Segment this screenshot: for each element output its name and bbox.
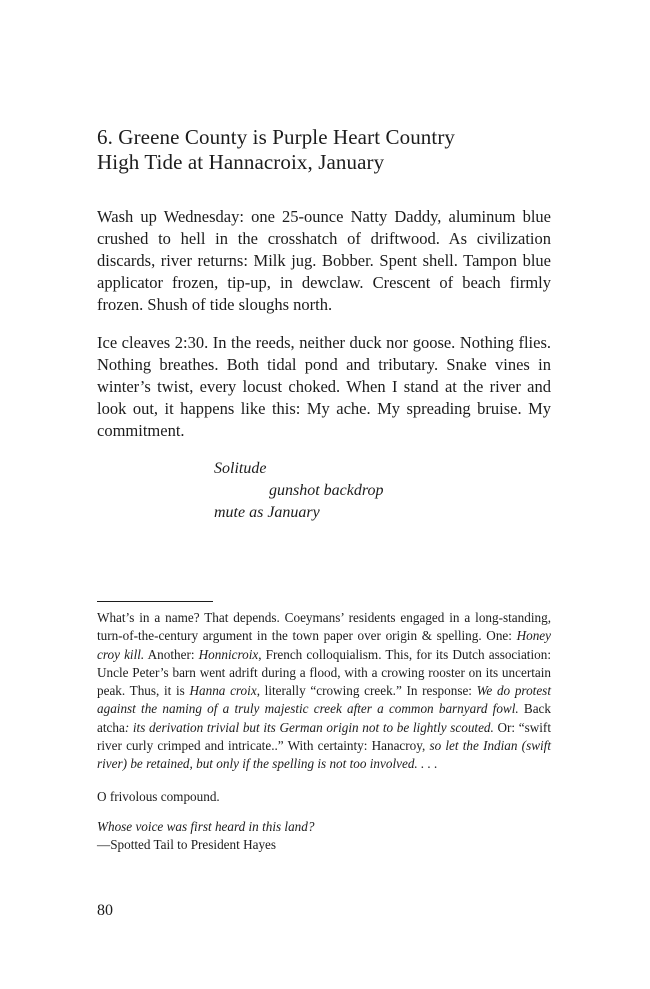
poem-line-3: mute as January	[214, 504, 320, 521]
footnote-italic-5: : its derivation trivial but its German origin not to be lightly scouted.	[124, 719, 494, 735]
chapter-subtitle: High Tide at Hannacroix, January	[97, 150, 385, 174]
body-paragraph-1: Wash up Wednesday: one 25-ounce Natty Daddy, aluminum blue crushed to hell in the crosshatch of driftwood. As civilization discards, river returns: Milk jug. Bobber. Spent shell. Tampon blue applicator frozen, tip-up, in dewclaw. Crescent of beach firmly frozen. Shush of tide sloughs north.	[97, 207, 551, 314]
body-paragraph-2: Ice cleaves 2:30. In the reeds, neither duck nor goose. Nothing flies. Nothing breathes. Both tidal pond and tributary. Snake vines in winter’s twist, every locust choked. When I stand at the river and look out, it happens like this: My ache. My spreading bruise. My commitment.	[97, 333, 551, 440]
epigraph-attribution: —Spotted Tail to President Hayes	[97, 837, 277, 853]
footnote-italic-3: Hanna croix	[189, 683, 257, 699]
footnote	[97, 609, 551, 855]
footnote-text-4: , literally “crowing creek.” In response:	[256, 683, 477, 699]
footnote-italic-1: Honey croy kill.	[97, 628, 551, 662]
chapter-heading	[97, 125, 557, 175]
footnote-italic-4: We do protest against the naming of a truly majestic creek after a common barnyard fowl.	[97, 683, 551, 717]
epigraph-quote: Whose voice was first heard in this land?	[97, 818, 315, 834]
body-text	[97, 206, 551, 458]
footnote-text-6: Or: “swift river curly crimped and intricate..” With certainty: Hanacroy,	[97, 719, 551, 754]
poem-line-1: Solitude	[214, 460, 267, 477]
footnote-text-5: Back atcha	[97, 701, 552, 735]
footnote-italic-6: so let the Indian (swift river) be retained, but only if the spelling is not too involved. . . .	[97, 738, 551, 772]
page-number: 80	[97, 902, 113, 919]
footnote-rule	[97, 601, 213, 602]
footnote-text-1: What’s in a name? That depends. Coeymans’ residents engaged in a long-standing, turn-of-the-century argument in the town paper over origin & spelling. One:	[97, 610, 551, 644]
footnote-exclamation: O frivolous compound.	[97, 788, 220, 804]
chapter-title: 6. Greene County is Purple Heart Country	[97, 125, 456, 149]
footnote-text-3: , French colloquialism. This, for its Dutch association: Uncle Peter’s barn went adrift during a flood, with a crowing rooster on its uncertain peak. Thus, it is	[97, 646, 551, 699]
footnote-italic-2: Honnicroix	[198, 646, 259, 662]
footnote-paragraph	[97, 609, 551, 774]
poem-line-2: gunshot backdrop	[269, 482, 384, 499]
poem	[214, 458, 384, 524]
footnote-text-2: Another:	[144, 646, 199, 662]
